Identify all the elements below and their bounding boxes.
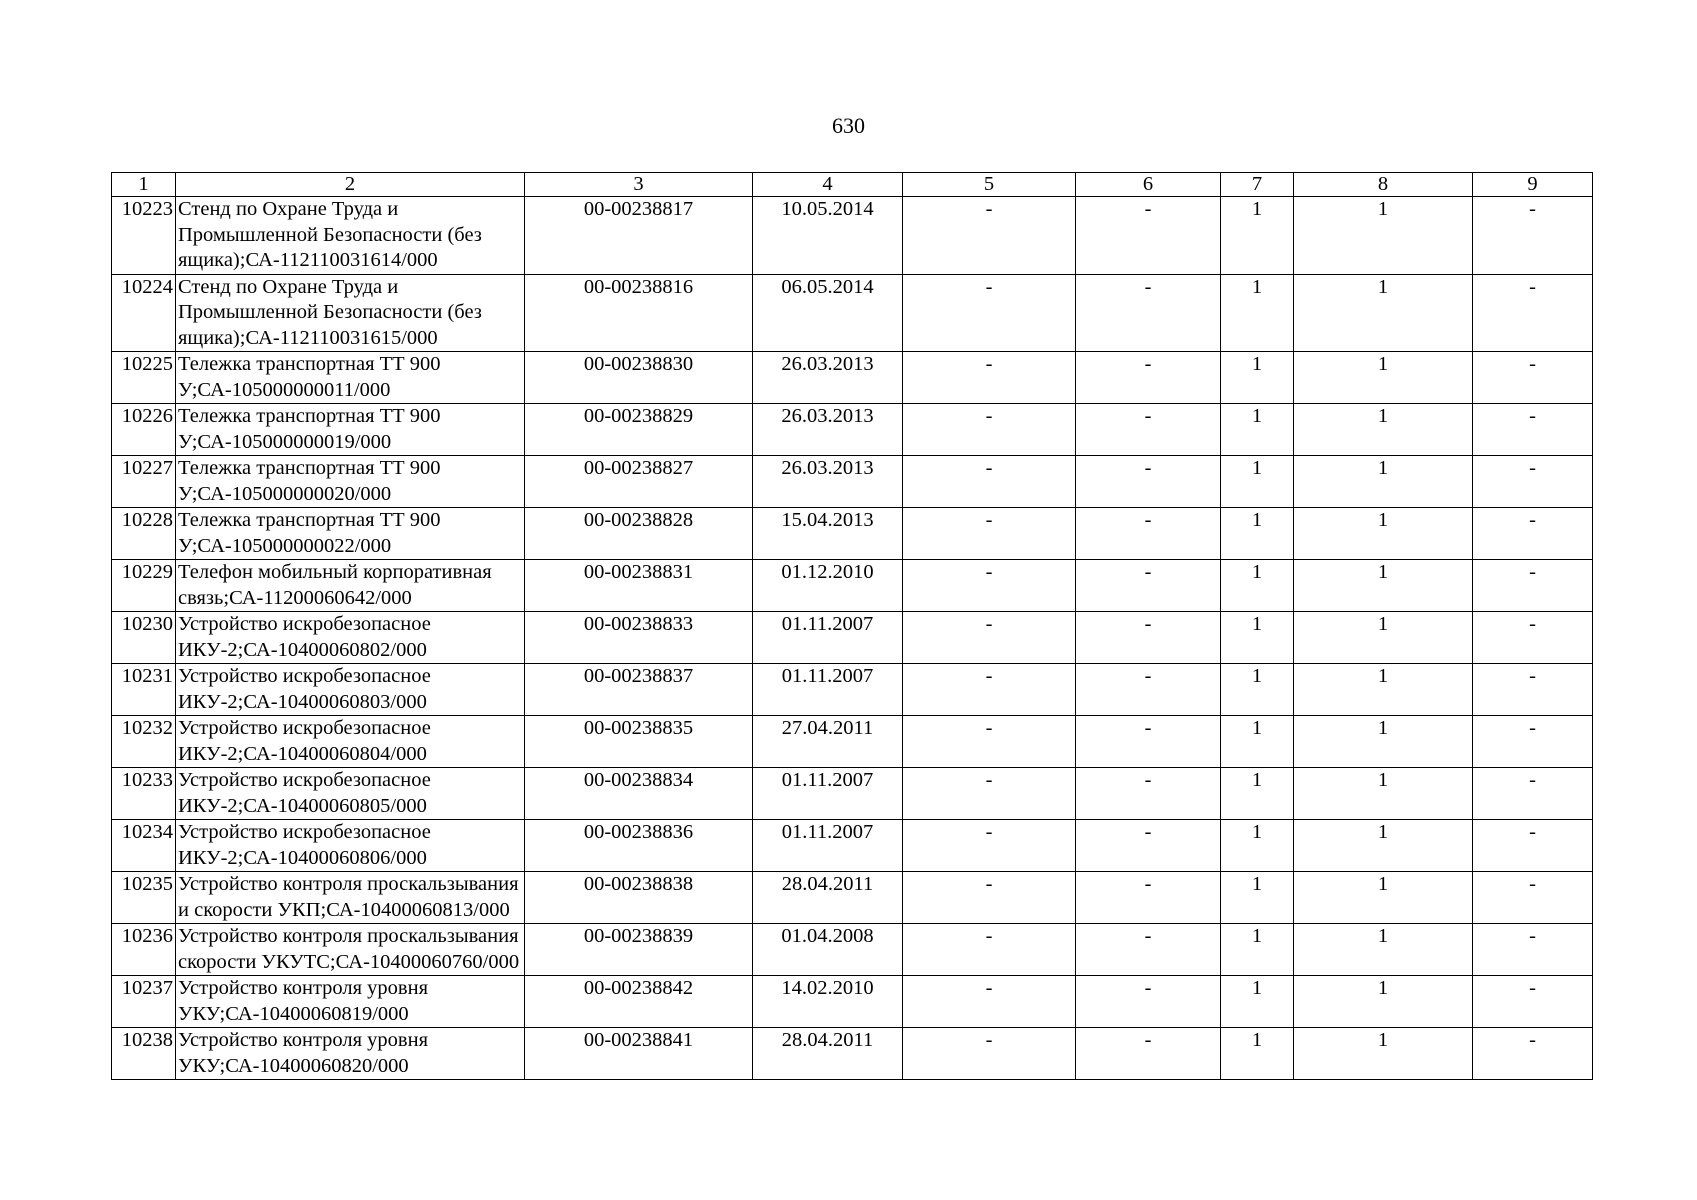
- column-5-cell: -: [903, 197, 1076, 275]
- column-8-cell: 1: [1294, 872, 1473, 924]
- column-6-cell: -: [1076, 976, 1221, 1028]
- column-7-cell: 1: [1221, 664, 1294, 716]
- column-5-cell: -: [903, 976, 1076, 1028]
- table-row: [112, 508, 1593, 560]
- column-5-cell: -: [903, 1028, 1076, 1080]
- item-name: Устройство контроля уровня УКУ;СА-10400060820/000: [176, 1028, 525, 1080]
- column-7-cell: 1: [1221, 924, 1294, 976]
- column-5-cell: -: [903, 404, 1076, 456]
- column-6-cell: -: [1076, 872, 1221, 924]
- column-7-cell: 1: [1221, 274, 1294, 352]
- column-5-cell: -: [903, 274, 1076, 352]
- date-cell: 01.11.2007: [753, 820, 903, 872]
- column-7-cell: 1: [1221, 976, 1294, 1028]
- item-name: Устройство искробезопасное ИКУ-2;СА-10400060805/000: [176, 768, 525, 820]
- item-name: Тележка транспортная ТТ 900 У;СА-105000000020/000: [176, 456, 525, 508]
- column-7-cell: 1: [1221, 768, 1294, 820]
- column-header: 3: [525, 173, 753, 197]
- column-9-cell: -: [1473, 1028, 1593, 1080]
- inventory-code: 00-00238830: [525, 352, 753, 404]
- inventory-code: 00-00238831: [525, 560, 753, 612]
- column-9-cell: -: [1473, 924, 1593, 976]
- column-8-cell: 1: [1294, 508, 1473, 560]
- column-8-cell: 1: [1294, 404, 1473, 456]
- table-row: [112, 197, 1593, 275]
- column-6-cell: -: [1076, 768, 1221, 820]
- column-6-cell: -: [1076, 716, 1221, 768]
- date-cell: 10.05.2014: [753, 197, 903, 275]
- column-9-cell: -: [1473, 872, 1593, 924]
- column-header: 9: [1473, 173, 1593, 197]
- column-8-cell: 1: [1294, 820, 1473, 872]
- table-row: [112, 924, 1593, 976]
- column-9-cell: -: [1473, 820, 1593, 872]
- column-9-cell: -: [1473, 612, 1593, 664]
- column-number-row: [112, 173, 1593, 197]
- column-9-cell: -: [1473, 197, 1593, 275]
- column-8-cell: 1: [1294, 768, 1473, 820]
- column-header: 7: [1221, 173, 1294, 197]
- table-row: [112, 820, 1593, 872]
- column-6-cell: -: [1076, 1028, 1221, 1080]
- column-5-cell: -: [903, 768, 1076, 820]
- column-8-cell: 1: [1294, 664, 1473, 716]
- column-5-cell: -: [903, 612, 1076, 664]
- column-9-cell: -: [1473, 560, 1593, 612]
- item-name: Устройство искробезопасное ИКУ-2;СА-10400060802/000: [176, 612, 525, 664]
- table-row: [112, 560, 1593, 612]
- date-cell: 27.04.2011: [753, 716, 903, 768]
- date-cell: 26.03.2013: [753, 404, 903, 456]
- column-9-cell: -: [1473, 456, 1593, 508]
- column-7-cell: 1: [1221, 404, 1294, 456]
- row-number: 10238: [112, 1028, 176, 1080]
- column-5-cell: -: [903, 716, 1076, 768]
- inventory-code: 00-00238834: [525, 768, 753, 820]
- column-7-cell: 1: [1221, 456, 1294, 508]
- row-number: 10225: [112, 352, 176, 404]
- row-number: 10231: [112, 664, 176, 716]
- item-name: Устройство искробезопасное ИКУ-2;СА-10400060806/000: [176, 820, 525, 872]
- inventory-code: 00-00238838: [525, 872, 753, 924]
- column-6-cell: -: [1076, 197, 1221, 275]
- item-name: Устройство контроля проскальзывания скорости УКУТС;СА-10400060760/000: [176, 924, 525, 976]
- row-number: 10236: [112, 924, 176, 976]
- inventory-code: 00-00238816: [525, 274, 753, 352]
- date-cell: 01.12.2010: [753, 560, 903, 612]
- table-row: [112, 768, 1593, 820]
- row-number: 10235: [112, 872, 176, 924]
- column-8-cell: 1: [1294, 456, 1473, 508]
- column-header: 6: [1076, 173, 1221, 197]
- date-cell: 14.02.2010: [753, 976, 903, 1028]
- inventory-code: 00-00238827: [525, 456, 753, 508]
- item-name: Стенд по Охране Труда и Промышленной Безопасности (без ящика);СА-112110031615/000: [176, 274, 525, 352]
- row-number: 10224: [112, 274, 176, 352]
- column-9-cell: -: [1473, 352, 1593, 404]
- column-9-cell: -: [1473, 716, 1593, 768]
- column-5-cell: -: [903, 508, 1076, 560]
- item-name: Тележка транспортная ТТ 900 У;СА-105000000019/000: [176, 404, 525, 456]
- column-9-cell: -: [1473, 768, 1593, 820]
- column-6-cell: -: [1076, 612, 1221, 664]
- column-7-cell: 1: [1221, 352, 1294, 404]
- column-5-cell: -: [903, 352, 1076, 404]
- column-5-cell: -: [903, 664, 1076, 716]
- row-number: 10233: [112, 768, 176, 820]
- column-5-cell: -: [903, 924, 1076, 976]
- inventory-code: 00-00238839: [525, 924, 753, 976]
- row-number: 10232: [112, 716, 176, 768]
- table-row: [112, 716, 1593, 768]
- table-body: [112, 197, 1593, 1080]
- column-8-cell: 1: [1294, 1028, 1473, 1080]
- table-row: [112, 456, 1593, 508]
- column-7-cell: 1: [1221, 612, 1294, 664]
- item-name: Устройство искробезопасное ИКУ-2;СА-10400060804/000: [176, 716, 525, 768]
- item-name: Устройство контроля уровня УКУ;СА-10400060819/000: [176, 976, 525, 1028]
- date-cell: 15.04.2013: [753, 508, 903, 560]
- column-8-cell: 1: [1294, 352, 1473, 404]
- column-5-cell: -: [903, 872, 1076, 924]
- column-8-cell: 1: [1294, 274, 1473, 352]
- date-cell: 01.04.2008: [753, 924, 903, 976]
- inventory-code: 00-00238837: [525, 664, 753, 716]
- column-5-cell: -: [903, 820, 1076, 872]
- column-6-cell: -: [1076, 404, 1221, 456]
- column-header: 2: [176, 173, 525, 197]
- date-cell: 01.11.2007: [753, 768, 903, 820]
- row-number: 10226: [112, 404, 176, 456]
- column-9-cell: -: [1473, 274, 1593, 352]
- column-6-cell: -: [1076, 456, 1221, 508]
- row-number: 10237: [112, 976, 176, 1028]
- column-7-cell: 1: [1221, 560, 1294, 612]
- row-number: 10223: [112, 197, 176, 275]
- column-header: 5: [903, 173, 1076, 197]
- item-name: Устройство контроля проскальзывания и скорости УКП;СА-10400060813/000: [176, 872, 525, 924]
- column-6-cell: -: [1076, 664, 1221, 716]
- column-6-cell: -: [1076, 274, 1221, 352]
- column-9-cell: -: [1473, 508, 1593, 560]
- inventory-code: 00-00238842: [525, 976, 753, 1028]
- column-8-cell: 1: [1294, 197, 1473, 275]
- column-5-cell: -: [903, 456, 1076, 508]
- table-row: [112, 976, 1593, 1028]
- column-7-cell: 1: [1221, 508, 1294, 560]
- inventory-code: 00-00238836: [525, 820, 753, 872]
- item-name: Устройство искробезопасное ИКУ-2;СА-10400060803/000: [176, 664, 525, 716]
- column-header: 8: [1294, 173, 1473, 197]
- column-7-cell: 1: [1221, 820, 1294, 872]
- column-5-cell: -: [903, 560, 1076, 612]
- table-row: [112, 1028, 1593, 1080]
- column-6-cell: -: [1076, 352, 1221, 404]
- column-7-cell: 1: [1221, 716, 1294, 768]
- inventory-code: 00-00238833: [525, 612, 753, 664]
- column-6-cell: -: [1076, 924, 1221, 976]
- column-6-cell: -: [1076, 820, 1221, 872]
- column-8-cell: 1: [1294, 716, 1473, 768]
- row-number: 10229: [112, 560, 176, 612]
- column-9-cell: -: [1473, 404, 1593, 456]
- inventory-table: [111, 172, 1593, 1080]
- column-8-cell: 1: [1294, 612, 1473, 664]
- date-cell: 28.04.2011: [753, 1028, 903, 1080]
- page-number: 630: [832, 113, 865, 138]
- table-row: [112, 612, 1593, 664]
- item-name: Телефон мобильный корпоративная связь;СА-11200060642/000: [176, 560, 525, 612]
- column-7-cell: 1: [1221, 872, 1294, 924]
- column-8-cell: 1: [1294, 560, 1473, 612]
- item-name: Стенд по Охране Труда и Промышленной Безопасности (без ящика);СА-112110031614/000: [176, 197, 525, 275]
- row-number: 10227: [112, 456, 176, 508]
- row-number: 10230: [112, 612, 176, 664]
- table-row: [112, 404, 1593, 456]
- column-6-cell: -: [1076, 508, 1221, 560]
- column-9-cell: -: [1473, 976, 1593, 1028]
- column-7-cell: 1: [1221, 197, 1294, 275]
- item-name: Тележка транспортная ТТ 900 У;СА-105000000022/000: [176, 508, 525, 560]
- column-8-cell: 1: [1294, 976, 1473, 1028]
- inventory-code: 00-00238829: [525, 404, 753, 456]
- date-cell: 26.03.2013: [753, 456, 903, 508]
- date-cell: 01.11.2007: [753, 612, 903, 664]
- column-9-cell: -: [1473, 664, 1593, 716]
- column-header: 1: [112, 173, 176, 197]
- column-7-cell: 1: [1221, 1028, 1294, 1080]
- inventory-code: 00-00238841: [525, 1028, 753, 1080]
- table-row: [112, 664, 1593, 716]
- column-header: 4: [753, 173, 903, 197]
- date-cell: 26.03.2013: [753, 352, 903, 404]
- inventory-code: 00-00238817: [525, 197, 753, 275]
- item-name: Тележка транспортная ТТ 900 У;СА-105000000011/000: [176, 352, 525, 404]
- table-row: [112, 352, 1593, 404]
- table-row: [112, 274, 1593, 352]
- date-cell: 01.11.2007: [753, 664, 903, 716]
- column-8-cell: 1: [1294, 924, 1473, 976]
- date-cell: 28.04.2011: [753, 872, 903, 924]
- table-row: [112, 872, 1593, 924]
- inventory-code: 00-00238835: [525, 716, 753, 768]
- row-number: 10234: [112, 820, 176, 872]
- date-cell: 06.05.2014: [753, 274, 903, 352]
- row-number: 10228: [112, 508, 176, 560]
- column-6-cell: -: [1076, 560, 1221, 612]
- inventory-code: 00-00238828: [525, 508, 753, 560]
